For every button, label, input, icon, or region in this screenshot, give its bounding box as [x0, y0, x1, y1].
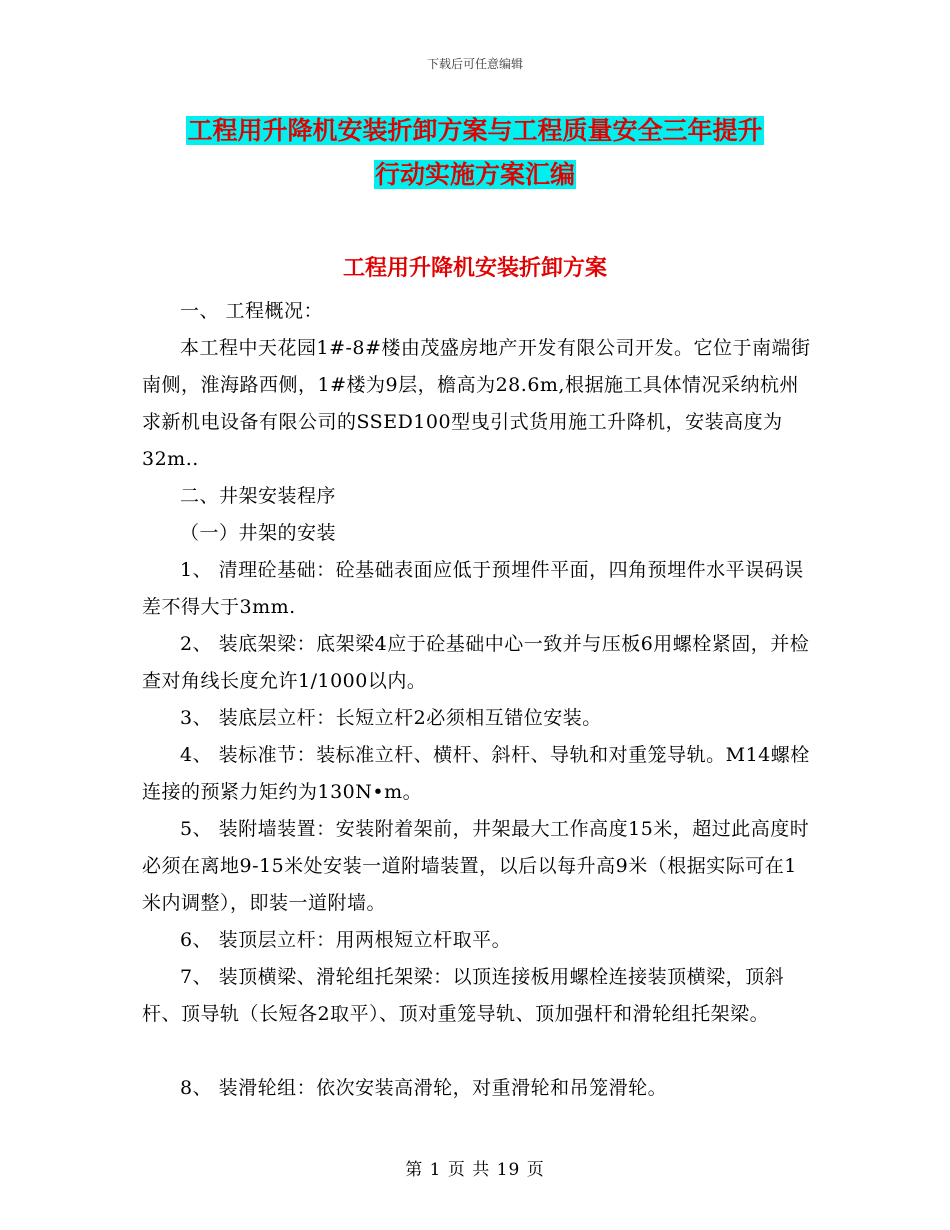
section-heading: 工程用升降机安装折卸方案 [342, 256, 607, 281]
paragraph-step-4: 4、 装标准节：装标准立杆、横杆、斜杆、导轨和对重笼导轨。M14螺栓连接的预紧力矩约为130N•m。 [142, 744, 810, 803]
page-footer: 第 1 页 共 19 页 [405, 1160, 545, 1180]
paragraph-step-5: 5、 装附墙装置：安装附着架前，井架最大工作高度15米，超过此高度时必须在离地9-15米处安装一道附墙装置，以后以每升高9米（根据实际可在1米内调整），即装一道附墙。 [142, 818, 810, 914]
paragraph-subheading: （一）井架的安装 [180, 522, 337, 544]
paragraph-step-3: 3、 装底层立杆：长短立杆2必须相互错位安装。 [180, 707, 602, 729]
paragraph-installation-heading: 二、井架安装程序 [180, 485, 337, 507]
page-header: 下载后可任意编辑 [426, 57, 523, 71]
title-highlight-1: 工程用升降机安装折卸方案与工程质量安全三年提升 [187, 116, 763, 145]
document-title-line-1 [0, 116, 950, 146]
paragraph-step-2: 2、 装底架梁：底架梁4应于砼基础中心一致并与压板6用螺栓紧固，并检查对角线长度允许1/1000以内。 [142, 633, 810, 692]
paragraph-step-6: 6、 装顶层立杆：用两根短立杆取平。 [180, 929, 512, 951]
paragraph-overview: 本工程中天花园1#-8#楼由茂盛房地产开发有限公司开发。它位于南端街南侧，淮海路西侧，1#楼为9层，檐高为28.6m,根据施工具体情况采纳杭州求新机电设备有限公司的SSED100型曳引式货用施工升降机，安装高度为32m.. [142, 337, 811, 470]
document-title-line-2 [0, 160, 950, 190]
paragraph-step-7: 7、 装顶横梁、滑轮组托架梁：以顶连接板用螺栓连接装顶横梁，顶斜杆、顶导轨（长短各2取平）、顶对重笼导轨、顶加强杆和滑轮组托架梁。 [142, 966, 785, 1025]
title-highlight-2: 行动实施方案汇编 [374, 160, 575, 189]
paragraph-step-1: 1、 清理砼基础：砼基础表面应低于预埋件平面，四角预埋件水平误码误差不得大于3mm. [142, 559, 804, 618]
paragraph-step-8: 8、 装滑轮组：依次安装高滑轮，对重滑轮和吊笼滑轮。 [180, 1077, 668, 1099]
paragraph-overview-heading: 一、 工程概况： [180, 300, 324, 322]
